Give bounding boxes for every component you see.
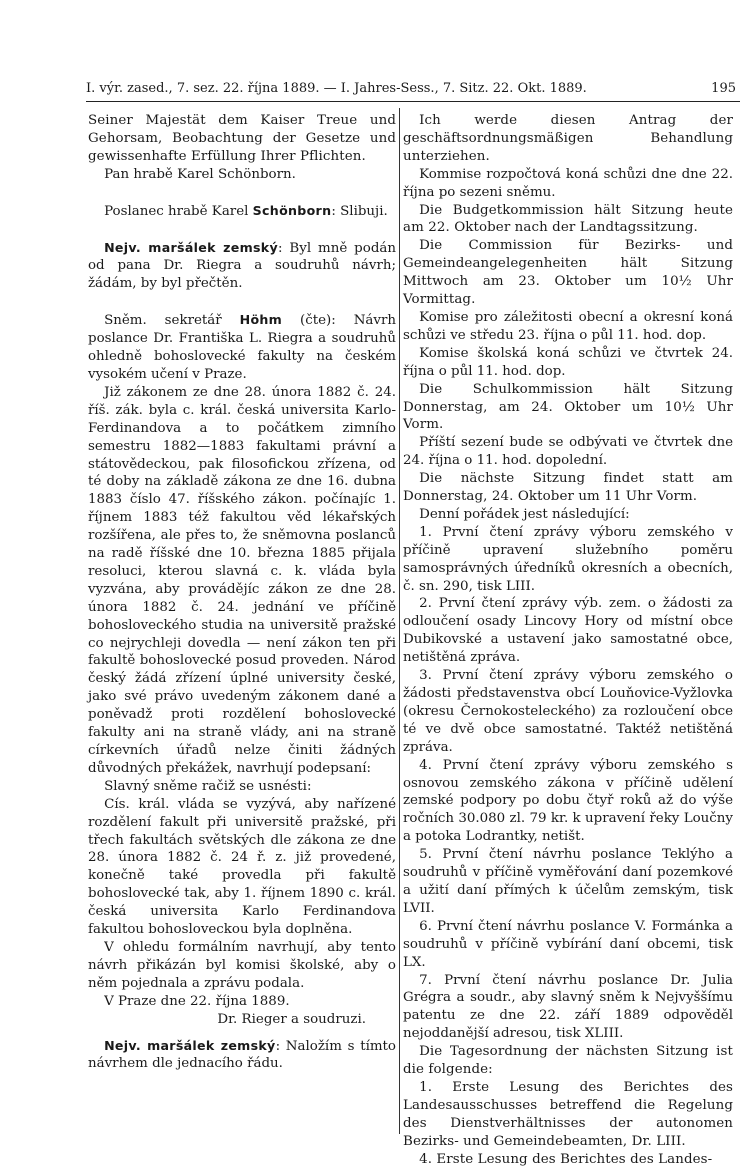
right-column <box>403 112 733 1168</box>
german-paragraph: Ich werde diesen Antrag der geschäftsordnungsmäßigen Behandlung unterziehen. <box>403 113 733 164</box>
speech-text: : Naložím s tímto návrhem dle jednacího řádu. <box>88 1038 396 1072</box>
oath-text: Seiner Majestät dem Kaiser Treue und Gehorsam, Beobachtung der Gesetze und gewissenhafte Erfüllung Ihrer Pflichten. <box>88 113 396 164</box>
agenda-item: 4. První čtení zprávy výboru zemského s osnovou zemského zákona v příčině udělení zemské podpory po dobu čtyř roků až do výše ročních 30.080 zl. 79 kr. k upravení řeky Loučny a potoka Lodrantky, netišt. <box>403 757 733 845</box>
body-paragraph: Kommise rozpočtová koná schůzi dne dne 22. října po sezeni sněmu. <box>403 166 733 200</box>
body-paragraph: Slavný sněme račiž se usnésti: <box>104 778 312 794</box>
header-rule <box>86 101 740 102</box>
speech-text: (čte): Návrh poslance Dr. Františka L. Riegra a soudruhů ohledně bohoslovecké fakulty na českém vysokém učení v Praze. <box>88 313 396 382</box>
german-agenda-item: 4. Erste Lesung des Berichtes des Landes- <box>419 1151 713 1167</box>
german-paragraph: Die nächste Sitzung findet statt am Donnerstag, 24. Oktober um 11 Uhr Vorm. <box>403 471 733 505</box>
speech-prefix: Poslanec hrabě Karel <box>104 203 253 219</box>
running-header <box>86 78 736 100</box>
body-paragraph: Cís. král. vláda se vyzývá, aby nařízené rozdělení fakult při universitě pražské, při třech fakultách světských dle zákona ze dne 28. února 1882 č. 24 ř. z. již provedené, konečně také provedla při fakultě bohoslovecké tak, aby 1. říjnem 1890 c. král. česká universita Karlo Ferdinandova fakultou bohosloveckou byla doplněna. <box>88 796 396 938</box>
speech-paragraph <box>88 239 396 294</box>
speech-prefix: Sněm. sekretář <box>104 313 240 329</box>
body-paragraph: Již zákonem ze dne 28. února 1882 č. 24. říš. zák. byla c. král. česká universita Karlo-Ferdinandova a to počátkem zimního semestru 1882—1883 fakultami právní a státovědeckou, pak filosofickou zřízena, od té doby na základě zákona ze dne 16. dubna 1883 číslo 47. říšského zákon. počínajíc 1. říjnem 1883 též fakultou věd lékařských rozšířena, ale přes to, že sněmovna poslanců na radě říšské dne 10. března 1885 přijala resoluci, kterou slavná c. k. vláda byla vyzvána, aby provádějíc zákon ze dne 28. února 1882 č. 24. jednání ve příčině bohosloveckého studia na universitě pražské co nejrychleji dovedla — není zákon ten při fakultě bohoslovecké posud proveden. Národ český žádá zřízení úplné university české, jako své právo uvedeným zákonem dané a poněvadž proti rozdělení bohoslovecké fakulty ani na straně vlády, ani na straně církevních úřadů nelze činiti žádných důvodných překážek, navrhují podepsaní: <box>88 384 396 776</box>
body-paragraph: Komise pro záležitosti obecní a okresní koná schůzi ve středu 23. října o půl 11. hod. dop. <box>403 309 733 343</box>
body-paragraph: V ohledu formálním navrhují, aby tento návrh přikázán byl komisi školské, aby o něm pojednala a zprávu podala. <box>88 939 396 991</box>
speaker-line: Pan hrabě Karel Schönborn. <box>104 166 296 182</box>
agenda-item: 3. První čtení zprávy výboru zemského o žádosti představenstva obcí Louňovice-Vyžlovka (okresu Černokosteleckého) za rozloučení obce té ve dvě obce samostatné. Taktéž netištěná zpráva. <box>403 668 733 755</box>
speech-paragraph <box>88 202 396 221</box>
speech-paragraph <box>88 1037 396 1074</box>
page-number: 195 <box>711 81 736 96</box>
agenda-item: 1. První čtení zprávy výboru zemského v příčině upravení služebního poměru samosprávných úředníků okresních a obecních, č. sn. 290, tisk LIII. <box>403 524 733 594</box>
body-paragraph: Komise školská koná schůzi ve čtvrtek 24. října o půl 11. hod. dop. <box>403 345 733 379</box>
speech-text: : Byl mně podán od pana Dr. Riegra a soudruhů návrh; žádám, by byl přečtěn. <box>88 240 397 292</box>
german-paragraph: Die Budgetkommission hält Sitzung heute am 22. Oktober nach der Landtagssitzung. <box>403 202 733 236</box>
speech-paragraph <box>88 311 396 384</box>
german-paragraph: Die Commission für Bezirks- und Gemeindeangelegenheiten hält Sitzung Mittwoch am 23. Oktober um 10½ Uhr Vormittag. <box>403 238 733 308</box>
german-paragraph: Die Schulkommission hält Sitzung Donnerstag, am 24. Oktober um 10½ Uhr Vorm. <box>403 381 733 433</box>
speaker-name: Höhm <box>239 312 283 328</box>
date-line: V Praze dne 22. října 1889. <box>104 993 290 1009</box>
german-agenda-heading: Die Tagesordnung der nächsten Sitzung ist die folgende: <box>403 1044 733 1078</box>
agenda-item: 6. První čtení návrhu poslance V. Formánka a soudruhů v příčině vybírání daní obcemi, tisk LX. <box>403 918 733 970</box>
column-divider <box>399 108 400 1134</box>
agenda-item: 5. První čtení návrhu poslance Teklýho a soudruhů v příčině vyměřování daní pozemkové a užití daní přímých k účelům zemským, tisk LVII. <box>403 847 733 916</box>
agenda-item: 7. První čtení návrhu poslance Dr. Julia Grégra a soudr., aby slavný sněm k Nejvyššímu patentu ze dne 22. září 1889 odpověděl nejoddanější adresou, tisk XLIII. <box>403 972 733 1042</box>
agenda-heading: Denní pořádek jest následující: <box>419 506 630 522</box>
speaker-name: Nejv. maršálek zemský <box>104 239 278 255</box>
header-title: I. výr. zased., 7. sez. 22. října 1889. — I. Jahres-Sess., 7. Sitz. 22. Okt. 1889. <box>86 81 587 96</box>
left-column <box>88 112 396 1073</box>
speech-text: : Slibuji. <box>331 203 388 219</box>
speaker-name: Nejv. maršálek zemský <box>104 1037 276 1053</box>
signature-line: Dr. Rieger a soudruzi. <box>217 1011 366 1027</box>
agenda-item: 2. První čtení zprávy výb. zem. o žádosti za odloučení osady Lincovy Hory od místní obce Dubikovské a ustavení jako samostatné obce, netištěná zpráva. <box>403 596 733 666</box>
speaker-name: Schönborn <box>252 202 332 218</box>
german-agenda-item: 1. Erste Lesung des Berichtes des Landesausschusses betreffend die Regelung des Dienstverhältnisses der autonomen Bezirks- und Gemeindebeamten, Dr. LIII. <box>403 1079 733 1149</box>
body-paragraph: Příští sezení bude se odbývati ve čtvrtek dne 24. října o 11. hod. dopolední. <box>403 435 733 469</box>
